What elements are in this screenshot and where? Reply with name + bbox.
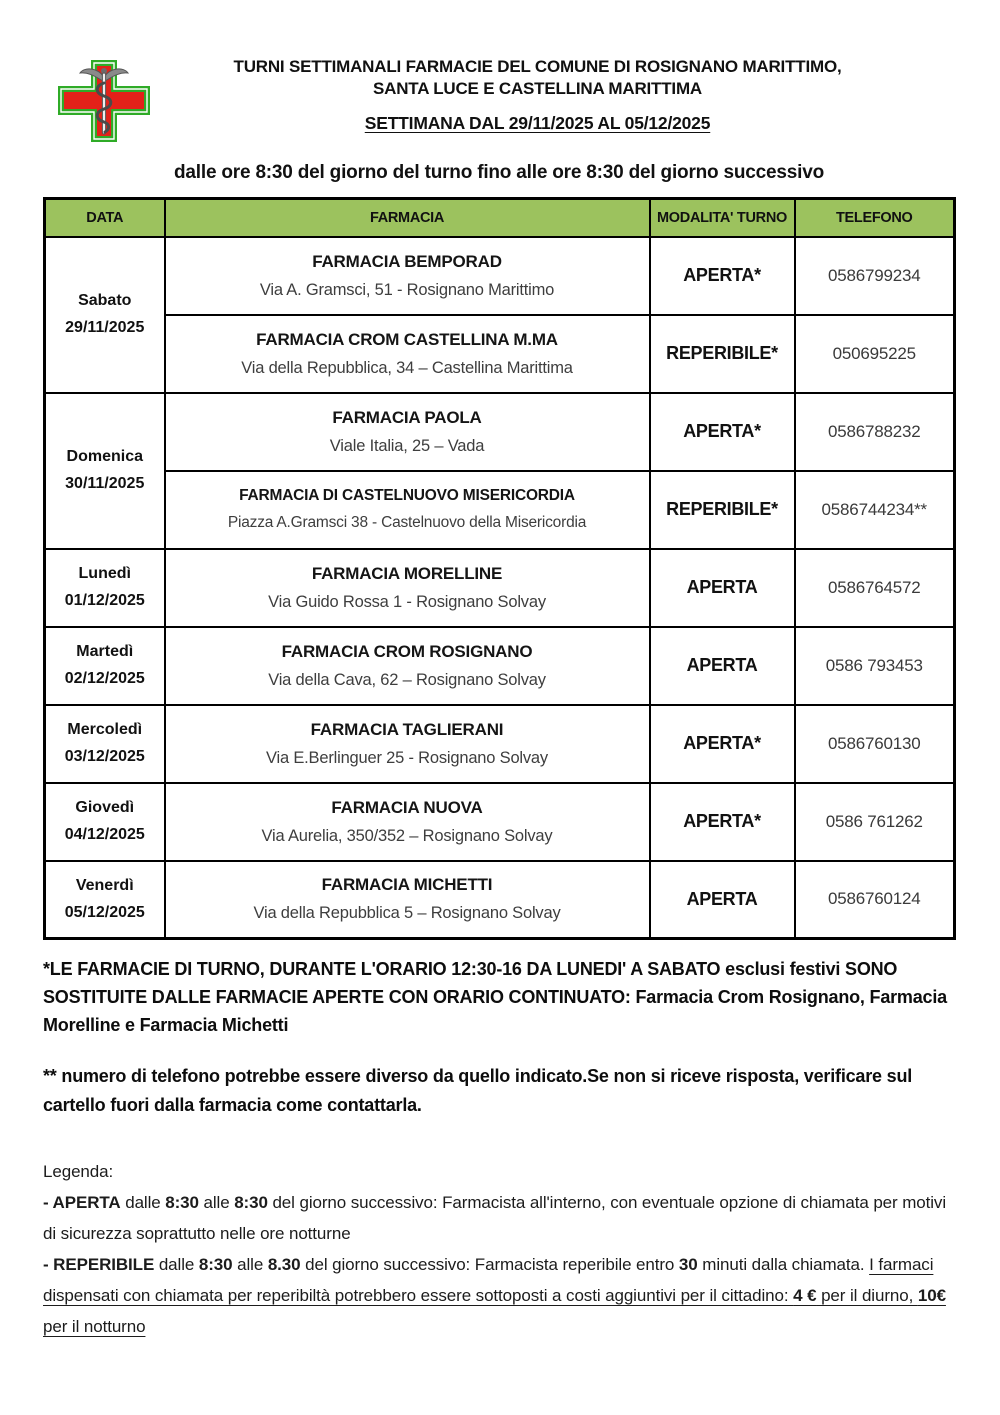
date-label: 04/12/2025: [64, 826, 145, 843]
date-cell: [45, 783, 165, 861]
phone-number: 0586760130: [795, 705, 955, 783]
day-label: Martedì: [76, 643, 134, 660]
pharmacy-address: Via Aurelia, 350/352 – Rosignano Solvay: [261, 826, 553, 845]
date-label: 01/12/2025: [64, 592, 145, 609]
column-header-telefono: TELEFONO: [795, 199, 955, 237]
legend-reperibile-line: - REPERIBILE dalle 8:30 alle 8.30 del giorno successivo: Farmacista reperibile entro 30 minuti dalla chiamata. I farmaci dispensati con chiamata per reperibiltà potrebbero essere sottoposti a costi aggiuntivi per il cittadino: 4 € per il diurno, 10€ per il notturno: [43, 1255, 946, 1336]
pharmacy-name: FARMACIA MICHETTI: [321, 875, 493, 895]
turn-mode: REPERIBILE*: [650, 315, 795, 393]
phone-number: 0586799234: [795, 237, 955, 315]
footnote-phone-disclaimer: ** numero di telefono potrebbe essere diverso da quello indicato.Se non si riceve risposta, verificare sul cartello fuori dalla farmacia come contattarla.: [43, 1066, 913, 1115]
date-cell: [45, 627, 165, 705]
pharmacy-name: FARMACIA DI CASTELNUOVO MISERICORDIA: [239, 487, 575, 504]
turn-mode: APERTA: [650, 627, 795, 705]
pharmacy-cell: [165, 315, 650, 393]
phone-number: 0586764572: [795, 549, 955, 627]
table-row: [45, 237, 955, 315]
pharmacy-address: Via Guido Rossa 1 - Rosignano Solvay: [268, 592, 546, 611]
legend-aperta-line: - APERTA dalle 8:30 alle 8:30 del giorno successivo: Farmacista all'interno, con eventuale opzione di chiamata per motivi di sicurezza soprattutto nelle ore notturne: [43, 1193, 947, 1243]
turn-mode: APERTA*: [650, 237, 795, 315]
pharmacy-name: FARMACIA MORELLINE: [311, 563, 503, 583]
legend-section: [43, 1156, 955, 1342]
pharmacy-cell: [165, 783, 650, 861]
pharmacy-address: Viale Italia, 25 – Vada: [329, 436, 485, 455]
table-row: [45, 471, 955, 549]
pharmacy-cell: [165, 549, 650, 627]
pharmacy-name: FARMACIA PAOLA: [332, 407, 482, 427]
phone-number: 050695225: [795, 315, 955, 393]
pharmacy-address: Via E.Berlinguer 25 - Rosignano Solvay: [266, 748, 548, 767]
day-label: Sabato: [78, 292, 132, 309]
date-cell: [45, 237, 165, 393]
date-cell: [45, 861, 165, 939]
turn-mode: APERTA*: [650, 783, 795, 861]
table-row: [45, 627, 955, 705]
table-row: [45, 861, 955, 939]
turn-mode: REPERIBILE*: [650, 471, 795, 549]
title-block: [150, 56, 955, 134]
turn-mode: APERTA*: [650, 393, 795, 471]
pharmacy-address: Via A. Gramsci, 51 - Rosignano Marittimo: [259, 280, 555, 299]
phone-number: 0586744234**: [795, 471, 955, 549]
turn-mode: APERTA: [650, 549, 795, 627]
pharmacy-cell: [165, 393, 650, 471]
pharmacy-name: FARMACIA TAGLIERANI: [310, 719, 504, 739]
pharmacy-cross-logo: [58, 60, 150, 147]
date-label: 29/11/2025: [65, 319, 145, 336]
week-range: SETTIMANA DAL 29/11/2025 AL 05/12/2025: [364, 113, 711, 133]
pharmacy-name: FARMACIA NUOVA: [331, 797, 483, 817]
pharmacy-cell: [165, 627, 650, 705]
day-label: Domenica: [66, 448, 143, 465]
day-label: Mercoledì: [67, 721, 143, 738]
date-label: 02/12/2025: [64, 670, 145, 687]
footnote-open-pharmacies: *LE FARMACIE DI TURNO, DURANTE L'ORARIO 12:30-16 DA LUNEDI' A SABATO esclusi festivi SONO SOSTITUITE DALLE FARMACIE APERTE CON ORARIO CONTINUATO: Farmacia Crom Rosignano, Farmacia Morelline e Farmacia Michetti: [43, 959, 947, 1035]
day-label: Venerdì: [75, 876, 134, 894]
pharmacy-cell: [165, 237, 650, 315]
phone-number: 0586 761262: [795, 783, 955, 861]
turn-mode: APERTA*: [650, 705, 795, 783]
date-cell: [45, 393, 165, 549]
table-row: [45, 315, 955, 393]
pharmacy-cell: [165, 705, 650, 783]
legend-title: Legenda:: [43, 1162, 114, 1181]
date-label: 03/12/2025: [64, 748, 145, 765]
pharmacy-address: Via della Repubblica 5 – Rosignano Solvay: [253, 904, 561, 923]
pharmacy-address: Piazza A.Gramsci 38 - Castelnuovo della Misericordia: [227, 514, 587, 531]
day-label: Giovedì: [75, 799, 135, 816]
phone-number: 0586 793453: [795, 627, 955, 705]
phone-number: 0586760124: [795, 861, 955, 939]
pharmacy-cell: [165, 471, 650, 549]
pharmacy-name: FARMACIA CROM ROSIGNANO: [281, 641, 533, 661]
date-label: 05/12/2025: [64, 903, 145, 921]
pharmacy-name: FARMACIA CROM CASTELLINA M.MA: [256, 329, 558, 349]
page-title-line1: TURNI SETTIMANALI FARMACIE DEL COMUNE DI ROSIGNANO MARITTIMO,: [233, 57, 842, 76]
pharmacy-name: FARMACIA BEMPORAD: [312, 251, 502, 271]
day-label: Lunedì: [78, 565, 131, 582]
pharmacy-address: Via della Repubblica, 34 – Castellina Marittima: [241, 358, 573, 377]
document-header: [43, 56, 955, 147]
column-header-farmacia: FARMACIA: [165, 199, 650, 237]
table-row: [45, 783, 955, 861]
date-label: 30/11/2025: [65, 475, 145, 492]
column-header-data: DATA: [45, 199, 165, 237]
date-cell: [45, 549, 165, 627]
page-title-line2: SANTA LUCE E CASTELLINA MARITTIMA: [373, 79, 702, 98]
pharmacy-cell: [165, 861, 650, 939]
pharmacy-schedule-table: [43, 197, 956, 940]
date-cell: [45, 705, 165, 783]
legend-cost-warning: I farmaci dispensati con chiamata per reperibiltà potrebbero essere sottoposti a costi aggiuntivi per il cittadino: 4 € per il diurno, 10€ per il notturno: [43, 1255, 946, 1336]
table-row: [45, 393, 955, 471]
hours-subtitle: dalle ore 8:30 del giorno del turno fino alle ore 8:30 del giorno successivo: [174, 162, 824, 183]
column-header-modalita: MODALITA' TURNO: [650, 199, 795, 237]
table-row: [45, 705, 955, 783]
turn-mode: APERTA: [650, 861, 795, 939]
phone-number: 0586788232: [795, 393, 955, 471]
pharmacy-address: Via della Cava, 62 – Rosignano Solvay: [268, 670, 546, 689]
green-cross-caduceus-icon: [58, 60, 150, 142]
table-row: [45, 549, 955, 627]
table-header-row: [45, 199, 955, 237]
